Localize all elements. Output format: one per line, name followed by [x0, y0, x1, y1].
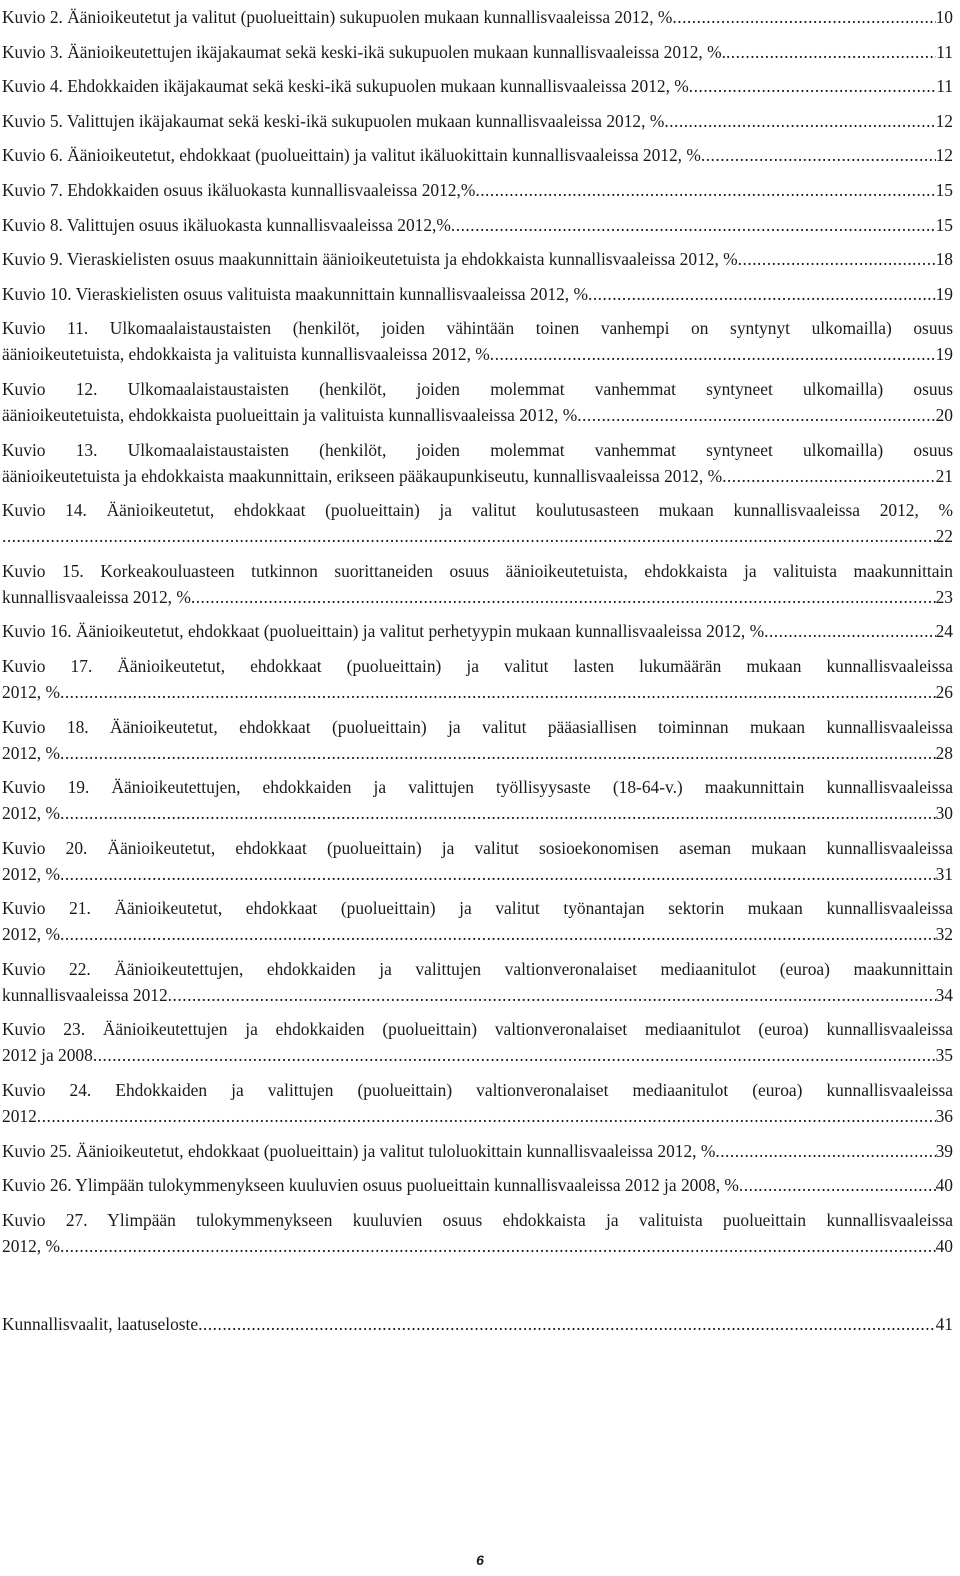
toc-entry-last-line	[2, 402, 953, 428]
toc-entry-title-line: Kuvio 20. Äänioikeutetut, ehdokkaat (puolueittain) ja valitut sosioekonomisen aseman mukaan kunnallisvaaleissa	[2, 837, 953, 858]
toc-entry-link[interactable]	[2, 1138, 953, 1164]
dot-leader	[764, 618, 936, 644]
page-number: 6	[476, 1552, 484, 1568]
toc-entry-last-line	[2, 1042, 953, 1068]
toc-entry-title-line: Kuvio 2. Äänioikeutetut ja valitut (puolueittain) sukupuolen mukaan kunnallisvaaleissa 2012, %	[2, 7, 673, 27]
toc-entry	[2, 1172, 953, 1198]
toc-entry-link[interactable]	[2, 281, 953, 307]
toc-entry	[2, 73, 953, 99]
toc-entry-title-line: Kuvio 23. Äänioikeutettujen ja ehdokkaiden (puolueittain) valtionveronalaiset mediaanitulot (euroa) kunnallisvaaleissa	[2, 1019, 953, 1040]
toc-entry-title-line: 2012, %	[2, 1235, 60, 1256]
dot-leader	[168, 982, 936, 1008]
toc-entry-title-line: Kuvio 26. Ylimpään tulokymmenykseen kuuluvien osuus puolueittain kunnallisvaaleissa 2012 ja 2008, %	[2, 1175, 739, 1196]
toc-entry-title-line: Kuvio 11. Ulkomaalaistaustaisten (henkilöt, joiden vähintään toinen vanhempi on syntynyt ulkomailla) osuus	[2, 318, 953, 339]
toc-entry-link[interactable]	[2, 315, 953, 367]
toc-entry-title-line: 2012, %	[2, 681, 60, 702]
toc-entry	[2, 108, 953, 134]
toc-entry-title-line: Kuvio 16. Äänioikeutetut, ehdokkaat (puolueittain) ja valitut perhetyypin mukaan kunnallisvaaleissa 2012, %	[2, 621, 765, 642]
toc-entry-last-line	[2, 4, 953, 30]
toc-page-number: 40	[935, 1235, 953, 1256]
dot-leader	[701, 142, 936, 168]
dot-leader	[93, 1042, 936, 1068]
toc-entry	[2, 177, 953, 203]
toc-entry-title-line: Kuvio 4. Ehdokkaiden ikäjakaumat sekä keski-ikä sukupuolen mukaan kunnallisvaaleissa 2012, %	[2, 76, 689, 97]
toc-entry	[2, 714, 953, 766]
toc-entry-link[interactable]	[2, 437, 953, 489]
dot-leader	[722, 463, 936, 489]
toc-entry-title-line: Kuvio 22. Äänioikeutettujen, ehdokkaiden ja valittujen valtionveronalaiset mediaanitulot (euroa) maakunnittain	[2, 958, 953, 979]
dot-leader	[738, 246, 936, 272]
toc-entry-last-line	[2, 39, 953, 65]
toc-entry	[2, 281, 953, 307]
toc-entry-link[interactable]	[2, 108, 953, 134]
dot-leader	[60, 740, 936, 766]
toc-entry-last-line	[2, 73, 953, 99]
toc-entry	[2, 212, 953, 238]
toc-entry-title-line: Kuvio 10. Vieraskielisten osuus valituista maakunnittain kunnallisvaaleissa 2012, %	[2, 283, 588, 304]
toc-entry	[2, 246, 953, 272]
dot-leader	[60, 921, 936, 947]
toc-entry-last-line	[2, 618, 953, 644]
toc-entry	[2, 895, 953, 947]
toc-page-number: 20	[935, 404, 953, 425]
toc-page-number: 19	[935, 283, 953, 304]
toc-page-number: 23	[935, 586, 953, 607]
toc-entry-last-line	[2, 1172, 953, 1198]
toc-entry	[2, 774, 953, 826]
toc-entry-title-line: Kuvio 17. Äänioikeutetut, ehdokkaat (puolueittain) ja valitut lasten lukumäärän mukaan kunnallisvaaleissa	[2, 655, 953, 676]
toc-page-number: 36	[935, 1106, 953, 1127]
toc-entry-title-line: kunnallisvaaleissa 2012	[2, 984, 168, 1005]
dot-leader	[715, 1138, 935, 1164]
toc-page-number: 15	[935, 179, 953, 200]
toc-page-number: 28	[935, 742, 953, 763]
toc-entry-link[interactable]	[2, 895, 953, 947]
toc-entry-title-line: 2012 ja 2008	[2, 1045, 93, 1066]
toc-page-number: 26	[935, 681, 953, 702]
toc-entry-last-line	[2, 584, 953, 610]
toc-entry-link[interactable]	[2, 246, 953, 272]
toc-entry-title-line: Kuvio 12. Ulkomaalaistaustaisten (henkilöt, joiden molemmat vanhemmat syntyneet ulkomailla) osuus	[2, 378, 953, 399]
toc-entry-title-line: Kuvio 21. Äänioikeutetut, ehdokkaat (puolueittain) ja valitut työnantajan sektorin mukaan kunnallisvaaleissa	[2, 898, 953, 919]
toc-entry-link[interactable]	[2, 774, 953, 826]
toc-entry-last-line	[2, 1103, 953, 1129]
toc-page-number: 32	[935, 924, 953, 945]
dot-leader	[60, 861, 936, 887]
dot-leader	[739, 1172, 936, 1198]
toc-page-number: 11	[936, 76, 953, 97]
dot-leader	[60, 679, 936, 705]
toc-entry	[2, 1016, 953, 1068]
toc-page-number: 41	[935, 1314, 953, 1335]
toc-page-number: 34	[935, 984, 953, 1005]
toc-page-number: 19	[935, 344, 953, 365]
dot-leader	[588, 281, 936, 307]
toc-entry-appendix-link[interactable]	[2, 1311, 953, 1337]
toc-entry-title-line: 2012	[2, 1106, 37, 1127]
toc-entry-link[interactable]	[2, 714, 953, 766]
toc-entry	[2, 1207, 953, 1259]
toc-entry-last-line	[2, 921, 953, 947]
toc-entry-title-line: Kunnallisvaalit, laatuseloste	[2, 1314, 199, 1335]
toc-entry-title-line: 2012, %	[2, 924, 60, 945]
toc-entry-last-line	[2, 1138, 953, 1164]
toc-entry-link[interactable]	[2, 835, 953, 887]
dot-leader	[672, 4, 935, 30]
toc-entry-title-line: äänioikeutetuista, ehdokkaista ja valituista kunnallisvaaleissa 2012, %	[2, 344, 490, 365]
toc-entry-link[interactable]	[2, 1207, 953, 1259]
toc-entry-title-line: äänioikeutetuista, ehdokkaista puolueittain ja valituista kunnallisvaaleissa 2012, %	[2, 404, 578, 425]
dot-leader	[198, 1311, 936, 1337]
toc-entry-link[interactable]	[2, 142, 953, 168]
toc-entry-title-line: Kuvio 6. Äänioikeutetut, ehdokkaat (puolueittain) ja valitut ikäluokittain kunnallisvaaleissa 2012, %	[2, 145, 701, 166]
toc-entry-appendix	[2, 1311, 953, 1337]
dot-leader	[191, 584, 936, 610]
toc-page-number: 18	[935, 249, 953, 270]
toc-entry-last-line	[2, 1311, 953, 1337]
toc-entry	[2, 376, 953, 428]
toc-entry	[2, 618, 953, 644]
toc-entry-last-line	[2, 108, 953, 134]
toc-entry-last-line	[2, 982, 953, 1008]
dot-leader	[37, 1103, 936, 1129]
toc-page-number: 11	[936, 41, 953, 62]
toc-page-number: 35	[935, 1045, 953, 1066]
toc-entry-title-line: 2012, %	[2, 742, 60, 763]
toc-entry-last-line	[2, 281, 953, 307]
dot-leader	[60, 1233, 936, 1259]
dot-leader	[475, 177, 935, 203]
toc-entry-last-line	[2, 800, 953, 826]
toc-page-number: 12	[935, 145, 953, 166]
dot-leader	[490, 341, 936, 367]
toc-entry-title-line: 2012, %	[2, 803, 60, 824]
toc-entry-title-line: kunnallisvaaleissa 2012, %	[2, 586, 191, 607]
toc-entry-title-line: äänioikeutetuista ja ehdokkaista maakunnittain, erikseen pääkaupunkiseutu, kunnallisvaaleissa 2012, %	[2, 465, 723, 486]
dot-leader	[577, 402, 935, 428]
toc-entry	[2, 315, 953, 367]
toc-entry-link[interactable]	[2, 4, 953, 30]
toc-entry-last-line	[2, 177, 953, 203]
toc-page-number: 24	[935, 621, 953, 642]
toc-entry-last-line	[2, 679, 953, 705]
toc-page-number: 10	[935, 7, 953, 27]
toc-entry	[2, 497, 953, 549]
table-of-contents	[2, 4, 953, 1346]
toc-entry-title-line: 2012, %	[2, 863, 60, 884]
toc-page-number: 15	[935, 214, 953, 235]
toc-entry-link[interactable]	[2, 376, 953, 428]
toc-entry-link[interactable]	[2, 497, 953, 549]
toc-entry-link[interactable]	[2, 1077, 953, 1129]
toc-entry	[2, 835, 953, 887]
toc-entry-link[interactable]	[2, 618, 953, 644]
toc-entry	[2, 4, 953, 30]
toc-entry	[2, 142, 953, 168]
dot-leader	[726, 39, 936, 65]
toc-entry-title-line: Kuvio 18. Äänioikeutetut, ehdokkaat (puolueittain) ja valitut pääasiallisen toiminnan mukaan kunnallisvaaleissa	[2, 716, 953, 737]
toc-entry-title-line: Kuvio 15. Korkeakouluasteen tutkinnon suorittaneiden osuus äänioikeutetuista, ehdokkaista ja valituista maakunnittain	[2, 560, 953, 581]
toc-entry-title-line: Kuvio 25. Äänioikeutetut, ehdokkaat (puolueittain) ja valitut tuloluokittain kunnallisvaaleissa 2012, %	[2, 1140, 716, 1161]
toc-entry-title-line: Kuvio 3. Äänioikeutettujen ikäjakaumat sekä keski-ikä sukupuolen mukaan kunnallisvaaleissa 2012, %.	[2, 41, 726, 62]
toc-entry-link[interactable]	[2, 653, 953, 705]
toc-entry-link[interactable]	[2, 212, 953, 238]
toc-entry-link[interactable]	[2, 1172, 953, 1198]
toc-entry-title-line: Kuvio 9. Vieraskielisten osuus maakunnittain äänioikeutetuista ja ehdokkaista kunnallisvaaleissa 2012, %	[2, 249, 738, 270]
toc-entry-last-line	[2, 341, 953, 367]
toc-entry	[2, 39, 953, 65]
toc-entry-title-line: Kuvio 8. Valittujen osuus ikäluokasta kunnallisvaaleissa 2012,%	[2, 214, 451, 235]
toc-page-number: 39	[935, 1140, 953, 1161]
dot-leader	[689, 73, 936, 99]
toc-entry-link[interactable]	[2, 1016, 953, 1068]
toc-entry-title-line: Kuvio 27. Ylimpään tulokymmenykseen kuuluvien osuus ehdokkaista ja valituista puolueittain kunnallisvaaleissa	[2, 1209, 953, 1230]
toc-entry-link[interactable]	[2, 177, 953, 203]
toc-entry-last-line	[2, 463, 953, 489]
toc-entry-title-line: Kuvio 19. Äänioikeutettujen, ehdokkaiden ja valittujen työllisyysaste (18-64-v.) maakunnittain kunnallisvaaleissa	[2, 777, 953, 798]
toc-entry	[2, 956, 953, 1008]
toc-entry	[2, 1138, 953, 1164]
toc-entry-last-line	[2, 142, 953, 168]
toc-entry	[2, 437, 953, 489]
dot-leader	[451, 212, 936, 238]
toc-entry	[2, 653, 953, 705]
toc-entry-title-line: Kuvio 5. Valittujen ikäjakaumat sekä keski-ikä sukupuolen mukaan kunnallisvaaleissa 2012, %	[2, 110, 665, 131]
toc-entry-last-line	[2, 740, 953, 766]
toc-page-number: 30	[935, 803, 953, 824]
toc-page-number: 40	[935, 1175, 953, 1196]
toc-entry-title-line: Kuvio 14. Äänioikeutetut, ehdokkaat (puolueittain) ja valitut koulutusasteen mukaan kunnallisvaaleissa 2012, %	[2, 500, 953, 521]
toc-entry-link[interactable]	[2, 39, 953, 65]
toc-entry-last-line	[2, 523, 953, 549]
toc-entry-last-line	[2, 861, 953, 887]
toc-entry-title-line: Kuvio 7. Ehdokkaiden osuus ikäluokasta kunnallisvaaleissa 2012,%	[2, 179, 476, 200]
section-spacer	[2, 1267, 953, 1311]
toc-page-number: 21	[935, 465, 953, 486]
toc-entry	[2, 558, 953, 610]
dot-leader	[60, 800, 936, 826]
toc-entry-last-line	[2, 1233, 953, 1259]
toc-entry-link[interactable]	[2, 558, 953, 610]
toc-page-number: 22	[935, 526, 953, 547]
toc-entry-title-line: Kuvio 13. Ulkomaalaistaustaisten (henkilöt, joiden molemmat vanhemmat syntyneet ulkomailla) osuus	[2, 439, 953, 460]
dot-leader	[2, 523, 936, 549]
toc-entry-last-line	[2, 246, 953, 272]
toc-entry-title-line: Kuvio 24. Ehdokkaiden ja valittujen (puolueittain) valtionveronalaiset mediaanitulot (euroa) kunnallisvaaleissa	[2, 1080, 953, 1101]
toc-page-number: 12	[935, 110, 953, 131]
toc-entry-link[interactable]	[2, 956, 953, 1008]
toc-entry-last-line	[2, 212, 953, 238]
toc-entry-link[interactable]	[2, 73, 953, 99]
dot-leader	[664, 108, 935, 134]
toc-entry	[2, 1077, 953, 1129]
toc-page-number: 31	[935, 863, 953, 884]
